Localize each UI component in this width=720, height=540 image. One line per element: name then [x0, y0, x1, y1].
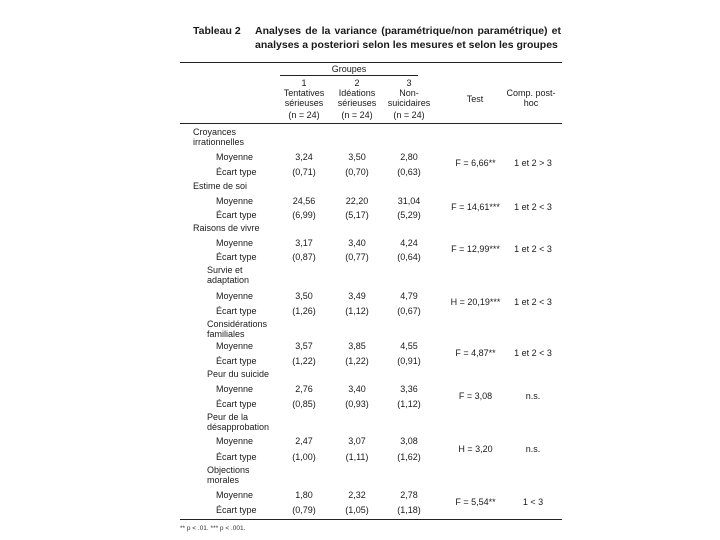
section-name: Croyances irrationnelles: [193, 127, 245, 147]
mean-value: 3,08: [400, 436, 418, 446]
sd-value: (1,62): [397, 452, 421, 462]
comp-value: n.s.: [525, 444, 541, 454]
col2-n: (n = 24): [341, 110, 373, 120]
col3-name: Non-suicidaires: [387, 88, 431, 108]
sd-value: (5,17): [345, 210, 369, 220]
mean-value: 3,24: [295, 152, 313, 162]
sd-value: (0,64): [397, 252, 421, 262]
mean-value: 3,49: [348, 291, 366, 301]
mean-value: 3,07: [348, 436, 366, 446]
mean-label: Moyenne: [216, 196, 254, 206]
col1-name: Tentatives sérieuses: [283, 88, 325, 108]
col2-number: 2: [354, 78, 360, 88]
sd-value: (0,85): [292, 399, 316, 409]
test-value: F = 12,99***: [451, 244, 500, 254]
section-name: Objections morales: [207, 465, 250, 485]
sd-label: Écart type: [216, 252, 257, 262]
sd-value: (0,71): [292, 167, 316, 177]
sd-value: (0,91): [397, 356, 421, 366]
mean-value: 1,80: [295, 490, 313, 500]
mean-label: Moyenne: [216, 238, 254, 248]
comp-value: 1 < 3: [522, 497, 544, 507]
sd-value: (6,99): [292, 210, 316, 220]
sd-value: (0,79): [292, 505, 316, 515]
mean-value: 22,20: [345, 196, 369, 206]
mean-value: 2,78: [400, 490, 418, 500]
sd-value: (0,87): [292, 252, 316, 262]
mean-label: Moyenne: [216, 490, 254, 500]
test-value: F = 14,61***: [451, 202, 500, 212]
sd-value: (1,05): [345, 505, 369, 515]
groups-title: Groupes: [331, 64, 367, 74]
mean-value: 3,40: [348, 238, 366, 248]
section-name: Peur du suicide: [207, 369, 270, 379]
mean-value: 3,36: [400, 384, 418, 394]
section-name: Considérations familiales: [207, 319, 268, 339]
sd-label: Écart type: [216, 167, 257, 177]
comp-value: 1 et 2 > 3: [514, 158, 552, 168]
mean-label: Moyenne: [216, 152, 254, 162]
sd-value: (1,18): [397, 505, 421, 515]
top-rule: [180, 62, 562, 63]
col3-n: (n = 24): [393, 110, 425, 120]
sd-value: (0,63): [397, 167, 421, 177]
comp-value: 1 et 2 < 3: [514, 202, 552, 212]
sd-value: (1,22): [292, 356, 316, 366]
test-value: H = 20,19***: [450, 297, 501, 307]
sd-value: (1,00): [292, 452, 316, 462]
comp-header: Comp. post-hoc: [506, 88, 556, 108]
mean-value: 4,24: [400, 238, 418, 248]
mean-value: 2,76: [295, 384, 313, 394]
mean-label: Moyenne: [216, 341, 254, 351]
sd-value: (1,12): [397, 399, 421, 409]
groups-rule: [280, 75, 418, 76]
mean-value: 3,50: [348, 152, 366, 162]
sd-value: (0,93): [345, 399, 369, 409]
col1-n: (n = 24): [288, 110, 320, 120]
mean-value: 3,17: [295, 238, 313, 248]
sd-value: (0,67): [397, 306, 421, 316]
mean-label: Moyenne: [216, 436, 254, 446]
section-name: Survie et adaptation: [207, 265, 250, 285]
section-name: Raisons de vivre: [193, 223, 260, 233]
col2-name: Idéations sérieuses: [337, 88, 377, 108]
mean-value: 3,40: [348, 384, 366, 394]
test-header: Test: [466, 94, 484, 104]
mean-value: 3,50: [295, 291, 313, 301]
sd-value: (1,26): [292, 306, 316, 316]
test-value: F = 6,66**: [455, 158, 496, 168]
table-title: Analyses de la variance (paramétrique/non paramétrique) et analyses a posteriori selon les mesures et selon les groupes: [255, 25, 561, 51]
sd-label: Écart type: [216, 399, 257, 409]
sd-label: Écart type: [216, 356, 257, 366]
section-name: Peur de la désapprobation: [207, 412, 270, 432]
sd-value: (1,22): [345, 356, 369, 366]
mean-value: 2,47: [295, 436, 313, 446]
sd-label: Écart type: [216, 306, 257, 316]
col1-number: 1: [301, 78, 307, 88]
sd-value: (5,29): [397, 210, 421, 220]
sd-value: (0,70): [345, 167, 369, 177]
sd-label: Écart type: [216, 452, 257, 462]
mean-value: 3,85: [348, 341, 366, 351]
test-value: F = 4,87**: [455, 348, 496, 358]
comp-value: n.s.: [525, 391, 541, 401]
sd-value: (1,11): [345, 452, 369, 462]
col3-number: 3: [406, 78, 412, 88]
sd-label: Écart type: [216, 505, 257, 515]
mean-value: 31,04: [397, 196, 421, 206]
mean-value: 4,79: [400, 291, 418, 301]
comp-value: 1 et 2 < 3: [514, 244, 552, 254]
sd-label: Écart type: [216, 210, 257, 220]
mean-value: 24,56: [292, 196, 316, 206]
section-name: Estime de soi: [193, 181, 248, 191]
test-value: H = 3,20: [458, 444, 493, 454]
mean-label: Moyenne: [216, 384, 254, 394]
mean-value: 2,80: [400, 152, 418, 162]
table-footnote: ** p < .01. *** p < .001.: [180, 525, 246, 532]
comp-value: 1 et 2 < 3: [514, 297, 552, 307]
header-rule: [180, 123, 562, 124]
comp-value: 1 et 2 < 3: [514, 348, 552, 358]
sd-value: (0,77): [345, 252, 369, 262]
mean-value: 2,32: [348, 490, 366, 500]
mean-value: 3,57: [295, 341, 313, 351]
test-value: F = 5,54**: [455, 497, 496, 507]
test-value: F = 3,08: [458, 391, 493, 401]
mean-label: Moyenne: [216, 291, 254, 301]
bottom-rule: [180, 519, 562, 520]
table-label: Tableau 2: [193, 25, 241, 37]
sd-value: (1,12): [345, 306, 369, 316]
mean-value: 4,55: [400, 341, 418, 351]
